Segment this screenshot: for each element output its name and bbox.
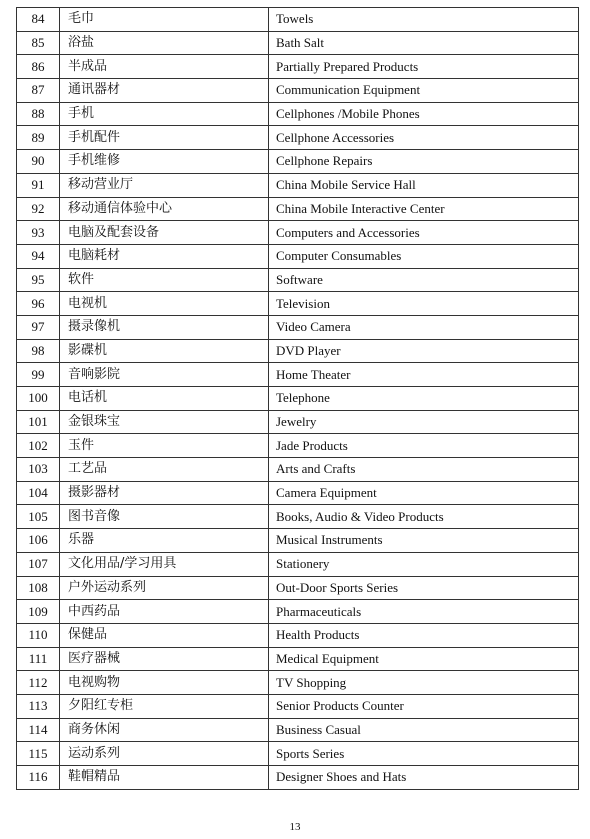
chinese-term: 半成品 [60,55,269,79]
chinese-term: 玉件 [60,434,269,458]
page-number: 13 [289,821,301,833]
chinese-term: 音响影院 [60,363,269,387]
table-row [17,481,579,505]
row-number: 112 [17,671,60,695]
row-number: 90 [17,150,60,174]
row-number: 113 [17,694,60,718]
chinese-term: 鞋帽精品 [60,766,269,790]
english-term: Health Products [269,623,579,647]
table-row [17,694,579,718]
english-term: Television [269,292,579,316]
chinese-term: 移动营业厅 [60,173,269,197]
english-term: Telephone [269,387,579,411]
english-term: Medical Equipment [269,647,579,671]
table-row [17,387,579,411]
row-number: 114 [17,718,60,742]
english-term: Senior Products Counter [269,694,579,718]
english-term: Sports Series [269,742,579,766]
row-number: 88 [17,102,60,126]
chinese-term: 手机配件 [60,126,269,150]
chinese-term: 电话机 [60,387,269,411]
english-term: Jade Products [269,434,579,458]
table-row [17,576,579,600]
row-number: 85 [17,31,60,55]
table-row [17,221,579,245]
table-row [17,292,579,316]
english-term: DVD Player [269,339,579,363]
row-number: 89 [17,126,60,150]
chinese-term: 影碟机 [60,339,269,363]
english-term: Partially Prepared Products [269,55,579,79]
table-row [17,505,579,529]
chinese-term: 摄录像机 [60,315,269,339]
english-term: Designer Shoes and Hats [269,766,579,790]
row-number: 105 [17,505,60,529]
row-number: 108 [17,576,60,600]
chinese-term: 图书音像 [60,505,269,529]
chinese-term: 保健品 [60,623,269,647]
table-row [17,8,579,32]
row-number: 84 [17,8,60,32]
english-term: China Mobile Service Hall [269,173,579,197]
row-number: 95 [17,268,60,292]
chinese-term: 文化用品/学习用具 [60,552,269,576]
row-number: 86 [17,55,60,79]
english-term: China Mobile Interactive Center [269,197,579,221]
row-number: 101 [17,410,60,434]
table-row [17,410,579,434]
table-row [17,647,579,671]
chinese-term: 毛巾 [60,8,269,32]
english-term: Stationery [269,552,579,576]
english-term: Computers and Accessories [269,221,579,245]
row-number: 106 [17,529,60,553]
chinese-term: 电视机 [60,292,269,316]
english-term: Musical Instruments [269,529,579,553]
table-row [17,434,579,458]
chinese-term: 电视购物 [60,671,269,695]
table-row [17,173,579,197]
table-row [17,126,579,150]
table-row [17,244,579,268]
english-term: Cellphone Accessories [269,126,579,150]
chinese-term: 商务休闲 [60,718,269,742]
row-number: 96 [17,292,60,316]
chinese-term: 软件 [60,268,269,292]
english-term: Jewelry [269,410,579,434]
row-number: 111 [17,647,60,671]
english-term: Books, Audio & Video Products [269,505,579,529]
table-row [17,55,579,79]
english-term: TV Shopping [269,671,579,695]
terms-table-body [17,8,579,790]
chinese-term: 移动通信体验中心 [60,197,269,221]
chinese-term: 浴盐 [60,31,269,55]
row-number: 110 [17,623,60,647]
row-number: 87 [17,79,60,103]
row-number: 93 [17,221,60,245]
row-number: 100 [17,387,60,411]
chinese-term: 通讯器材 [60,79,269,103]
chinese-term: 电脑及配套设备 [60,221,269,245]
table-row [17,671,579,695]
table-row [17,742,579,766]
row-number: 109 [17,600,60,624]
chinese-term: 户外运动系列 [60,576,269,600]
table-row [17,315,579,339]
english-term: Cellphones /Mobile Phones [269,102,579,126]
chinese-term: 手机 [60,102,269,126]
chinese-term: 医疗器械 [60,647,269,671]
chinese-term: 金银珠宝 [60,410,269,434]
english-term: Out-Door Sports Series [269,576,579,600]
terms-table [16,7,579,790]
table-row [17,197,579,221]
chinese-term: 摄影器材 [60,481,269,505]
english-term: Bath Salt [269,31,579,55]
chinese-term: 运动系列 [60,742,269,766]
english-term: Business Casual [269,718,579,742]
row-number: 102 [17,434,60,458]
row-number: 92 [17,197,60,221]
english-term: Computer Consumables [269,244,579,268]
chinese-term: 手机维修 [60,150,269,174]
row-number: 104 [17,481,60,505]
english-term: Arts and Crafts [269,458,579,482]
english-term: Home Theater [269,363,579,387]
english-term: Camera Equipment [269,481,579,505]
row-number: 107 [17,552,60,576]
table-row [17,363,579,387]
english-term: Towels [269,8,579,32]
table-row [17,268,579,292]
english-term: Pharmaceuticals [269,600,579,624]
chinese-term: 工艺品 [60,458,269,482]
table-row [17,600,579,624]
table-row [17,766,579,790]
row-number: 99 [17,363,60,387]
row-number: 103 [17,458,60,482]
english-term: Video Camera [269,315,579,339]
row-number: 115 [17,742,60,766]
table-row [17,718,579,742]
table-row [17,623,579,647]
table-row [17,102,579,126]
table-row [17,150,579,174]
chinese-term: 电脑耗材 [60,244,269,268]
table-row [17,79,579,103]
chinese-term: 夕阳红专柜 [60,694,269,718]
english-term: Communication Equipment [269,79,579,103]
english-term: Cellphone Repairs [269,150,579,174]
row-number: 97 [17,315,60,339]
chinese-term: 中西药品 [60,600,269,624]
table-row [17,339,579,363]
chinese-term: 乐器 [60,529,269,553]
table-row [17,529,579,553]
row-number: 91 [17,173,60,197]
row-number: 116 [17,766,60,790]
table-row [17,31,579,55]
table-row [17,458,579,482]
row-number: 98 [17,339,60,363]
english-term: Software [269,268,579,292]
row-number: 94 [17,244,60,268]
table-row [17,552,579,576]
